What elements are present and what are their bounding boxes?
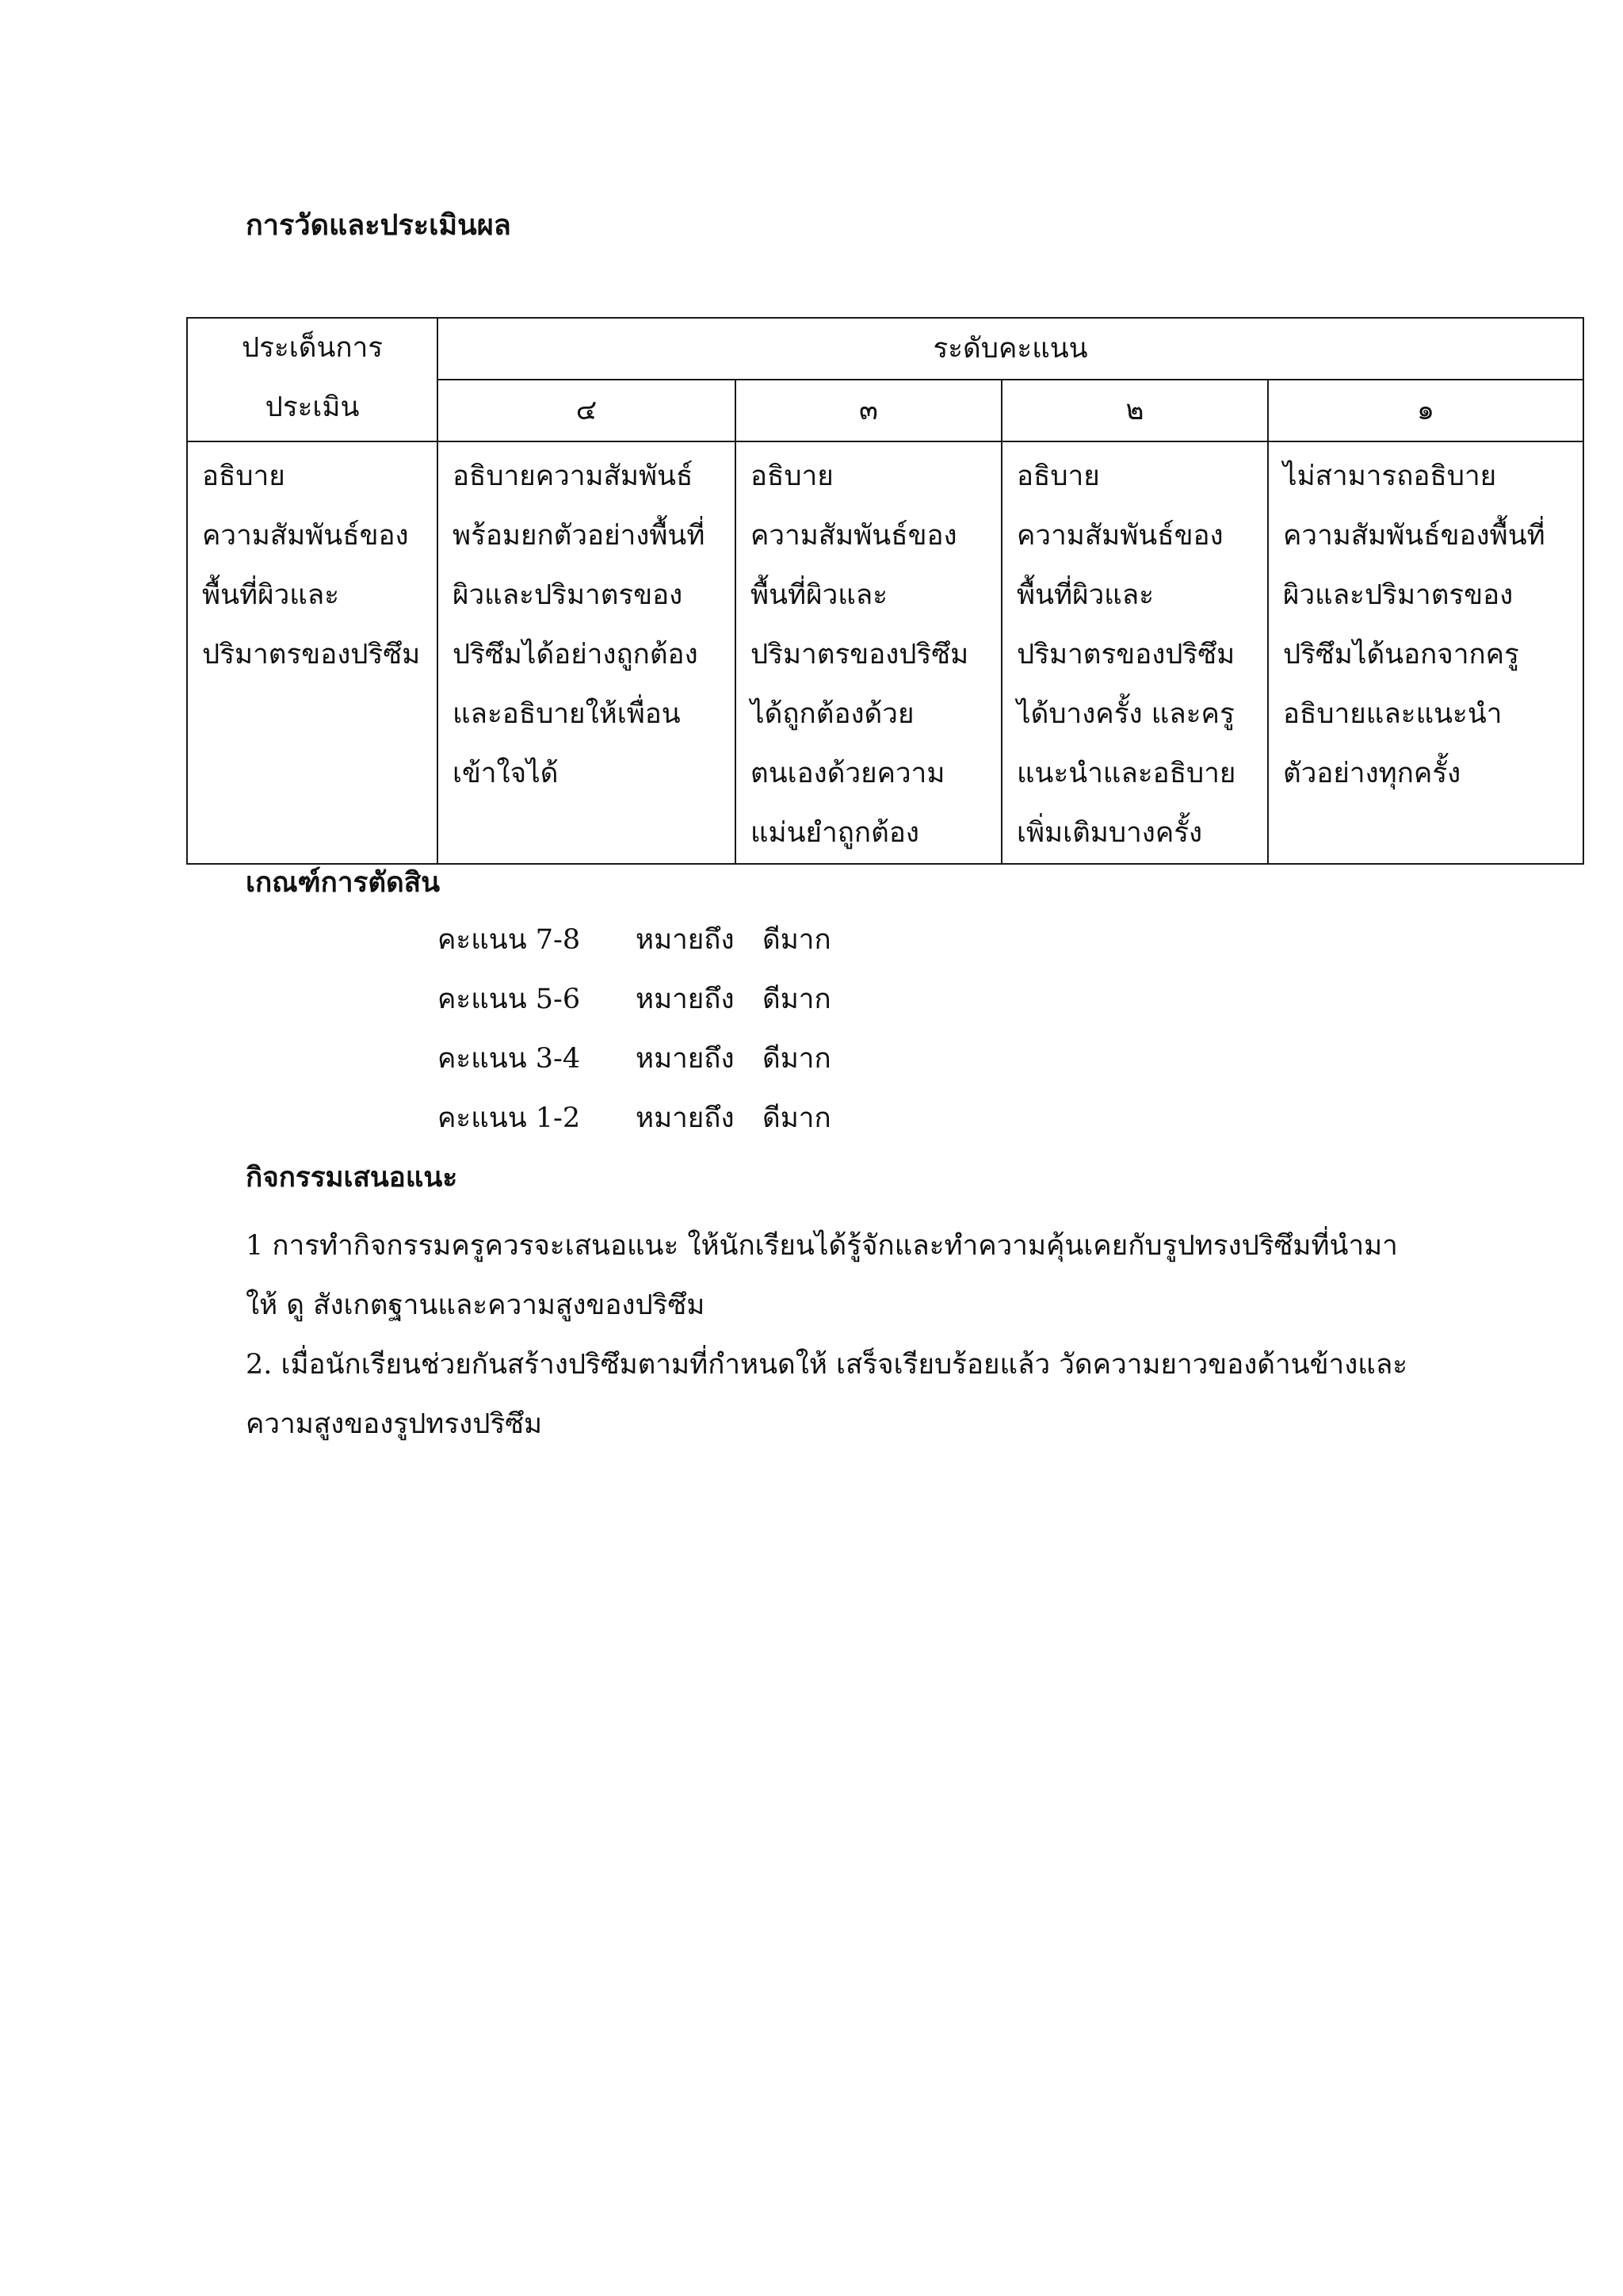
- level-header-3: ๓: [735, 380, 1002, 441]
- activities-title: กิจกรรมเสนอแนะ: [246, 1161, 458, 1194]
- cell-line: อธิบายความสัมพันธ์: [453, 460, 693, 492]
- score-header: ระดับคะแนน: [437, 318, 1583, 380]
- criteria-result: ดีมาก: [762, 1102, 831, 1134]
- criteria-score: คะแนน 1-2: [437, 1102, 581, 1134]
- criteria-row: [437, 1098, 831, 1157]
- cell-line: ปริมาตรของปริซึม: [202, 639, 421, 670]
- issue-header: [187, 318, 437, 441]
- cell-line: ปริมาตรของปริซึม: [1017, 639, 1235, 670]
- criteria-result: ดีมาก: [762, 924, 831, 956]
- cell-line: ความสัมพันธ์ของพื้นที่: [1283, 520, 1545, 552]
- cell-line: แม่นยำถูกต้อง: [750, 817, 919, 849]
- level-header-1: ๑: [1268, 380, 1583, 441]
- criteria-row: [437, 979, 831, 1038]
- criteria-list: [437, 919, 831, 1157]
- level1-cell: [1268, 441, 1583, 864]
- issue-header-line: ประเด็นการ: [241, 332, 384, 364]
- cell-line: พื้นที่ผิวและ: [1017, 579, 1155, 611]
- issue-cell: [187, 441, 437, 864]
- cell-line: ผิวและปริมาตรของ: [453, 579, 683, 611]
- cell-line: พร้อมยกตัวอย่างพื้นที่: [453, 520, 705, 552]
- criteria-row: [437, 1038, 831, 1098]
- cell-line: และอธิบายให้เพื่อน: [453, 698, 681, 730]
- cell-line: ความสัมพันธ์ของ: [1017, 520, 1224, 552]
- criteria-meaning: หมายถึง: [636, 1043, 735, 1075]
- cell-line: ได้ถูกต้องด้วย: [750, 698, 915, 730]
- cell-line: อธิบายและแนะนำ: [1283, 698, 1503, 730]
- cell-line: เพิ่มเติมบางครั้ง: [1017, 817, 1203, 849]
- rubric-body-row: [187, 441, 1583, 864]
- cell-line: ปริซึมได้อย่างถูกต้อง: [453, 639, 698, 670]
- cell-line: พื้นที่ผิวและ: [202, 579, 340, 611]
- rubric-table: [186, 317, 1584, 865]
- page-title: การวัดและประเมินผล: [246, 208, 511, 242]
- cell-line: แนะนำและอธิบาย: [1017, 758, 1236, 789]
- criteria-score: คะแนน 5-6: [437, 984, 581, 1015]
- level-header-4: ๔: [437, 380, 735, 441]
- activity-line: 2. เมื่อนักเรียนช่วยกันสร้างปริซึมตามที่กำหนดให้ เสร็จเรียบร้อยแล้ว วัดความยาวของด้านข้างและ: [246, 1349, 1408, 1381]
- cell-line: ตัวอย่างทุกครั้ง: [1283, 758, 1461, 789]
- criteria-meaning: หมายถึง: [636, 984, 735, 1015]
- cell-line: อธิบาย: [202, 460, 285, 492]
- level-header-2: ๒: [1002, 380, 1268, 441]
- cell-line: พื้นที่ผิวและ: [750, 579, 888, 611]
- cell-line: ปริซึมได้นอกจากครู: [1283, 639, 1519, 670]
- cell-line: ความสัมพันธ์ของ: [750, 520, 957, 552]
- issue-header-line: ประเมิน: [265, 392, 360, 423]
- cell-line: เข้าใจได้: [453, 758, 559, 789]
- cell-line: ปริมาตรของปริซึม: [750, 639, 969, 670]
- criteria-meaning: หมายถึง: [636, 1102, 735, 1134]
- cell-line: อธิบาย: [750, 460, 834, 492]
- cell-line: ได้บางครั้ง และครู: [1017, 698, 1235, 730]
- cell-line: ความสัมพันธ์ของ: [202, 520, 409, 552]
- cell-line: ตนเองด้วยความ: [750, 758, 945, 789]
- cell-line: ไม่สามารถอธิบาย: [1283, 460, 1497, 492]
- activity-line: ให้ ดู สังเกตฐานและความสูงของปริซึม: [246, 1289, 705, 1321]
- activity-line: 1 การทำกิจกรรมครูควรจะเสนอแนะ ให้นักเรียนได้รู้จักและทำความคุ้นเคยกับรูปทรงปริซึมที่นำมา: [246, 1230, 1398, 1262]
- criteria-title: เกณฑ์การตัดสิน: [246, 866, 441, 899]
- cell-line: ผิวและปริมาตรของ: [1283, 579, 1514, 611]
- activity-line: ความสูงของรูปทรงปริซึม: [246, 1408, 543, 1440]
- criteria-result: ดีมาก: [762, 984, 831, 1015]
- criteria-score: คะแนน 3-4: [437, 1043, 581, 1075]
- level3-cell: [735, 441, 1002, 864]
- criteria-score: คะแนน 7-8: [437, 924, 581, 956]
- level4-cell: [437, 441, 735, 864]
- activities-text: [246, 1217, 1482, 1454]
- criteria-result: ดีมาก: [762, 1043, 831, 1075]
- criteria-row: [437, 919, 831, 979]
- criteria-meaning: หมายถึง: [636, 924, 735, 956]
- rubric-header-row: [187, 318, 1583, 380]
- level2-cell: [1002, 441, 1268, 864]
- cell-line: อธิบาย: [1017, 460, 1100, 492]
